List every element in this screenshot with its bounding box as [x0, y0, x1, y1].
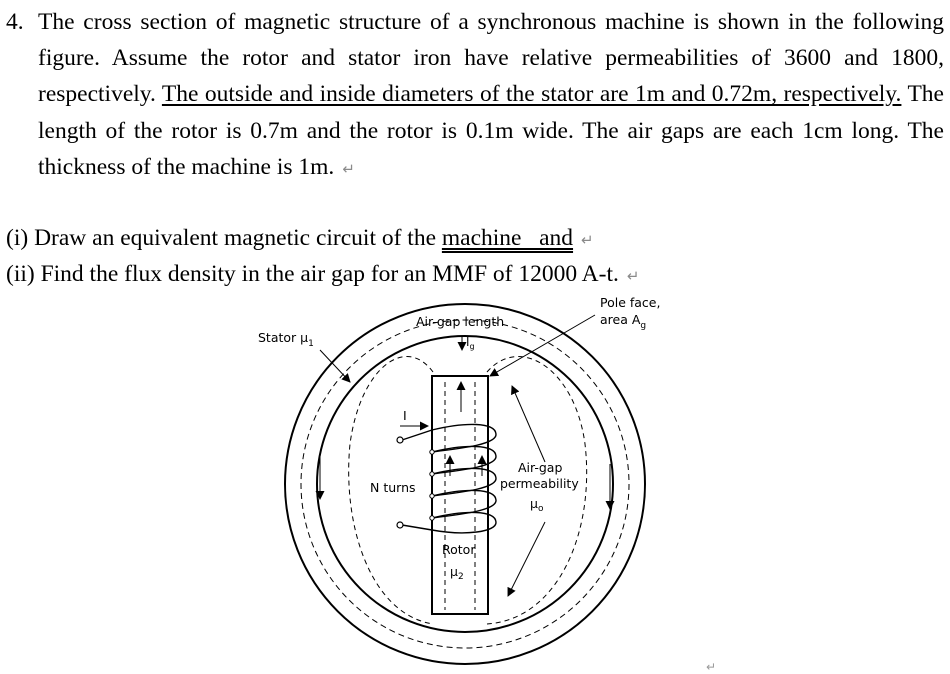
air-gap-perm-label-1: Air-gap: [518, 460, 563, 475]
stator-label: Stator $\mu_1$: [258, 330, 314, 349]
lg-label: $l_g$: [466, 334, 475, 351]
air-gap-perm-arrow-down: [508, 522, 545, 596]
stray-return-mark: ↵: [706, 660, 717, 674]
problem-text-underlined: The outside and inside diameters of the stator are 1m and 0.72m, respectively.: [161, 81, 902, 108]
part-i-label: (i): [6, 225, 29, 251]
part-i: [6, 220, 594, 258]
part-ii: [6, 256, 639, 294]
coil-dot: [430, 516, 434, 520]
n-turns-label: N turns: [370, 480, 416, 495]
pole-face-label: Pole face,: [600, 295, 661, 310]
part-i-text: Draw an equivalent magnetic circuit of the: [28, 225, 442, 251]
coil-dot: [430, 494, 434, 498]
coil-dot: [430, 450, 434, 454]
problem-4: [6, 4, 944, 187]
coil-dot: [430, 472, 434, 476]
mu2-label: $\mu_2$: [450, 564, 464, 582]
problem-text-b: The length of the rotor is 0.7m and the rotor is 0.1m wide. The air gaps are each 1cm long. The thickness of the machine is 1m.: [38, 81, 944, 180]
problem-statement: [6, 4, 944, 187]
stator-leader-arrow: [320, 350, 350, 382]
air-gap-length-label: Air-gap length: [416, 314, 505, 329]
return-mark: ↵: [626, 267, 640, 285]
current-label: I: [403, 408, 407, 423]
air-gap-perm-arrow-up: [512, 386, 545, 462]
terminal-top: [397, 437, 403, 443]
return-mark: ↵: [342, 159, 355, 178]
mu0-label: $\mu_o$: [530, 496, 544, 514]
part-i-underlined: machine and: [441, 225, 574, 251]
problem-text-a: The cross section of magnetic structure of a synchronous machine is shown in the following figure. Assume the rotor and stator iron have relative permeabilities of 3600 and 1800, respectively.: [38, 9, 944, 108]
return-mark: ↵: [581, 231, 594, 249]
part-ii-text: (ii) Find the flux density in the air gap for an MMF of 12000 A-t.: [6, 261, 619, 287]
rotor-label: Rotor: [442, 542, 476, 557]
machine-cross-section-figure: [250, 294, 690, 674]
air-gap-perm-label-2: permeability: [500, 476, 579, 491]
problem-number: 4.: [6, 9, 24, 35]
terminal-bottom: [397, 522, 403, 528]
pole-face-area-label: area $A_g$: [600, 312, 647, 331]
